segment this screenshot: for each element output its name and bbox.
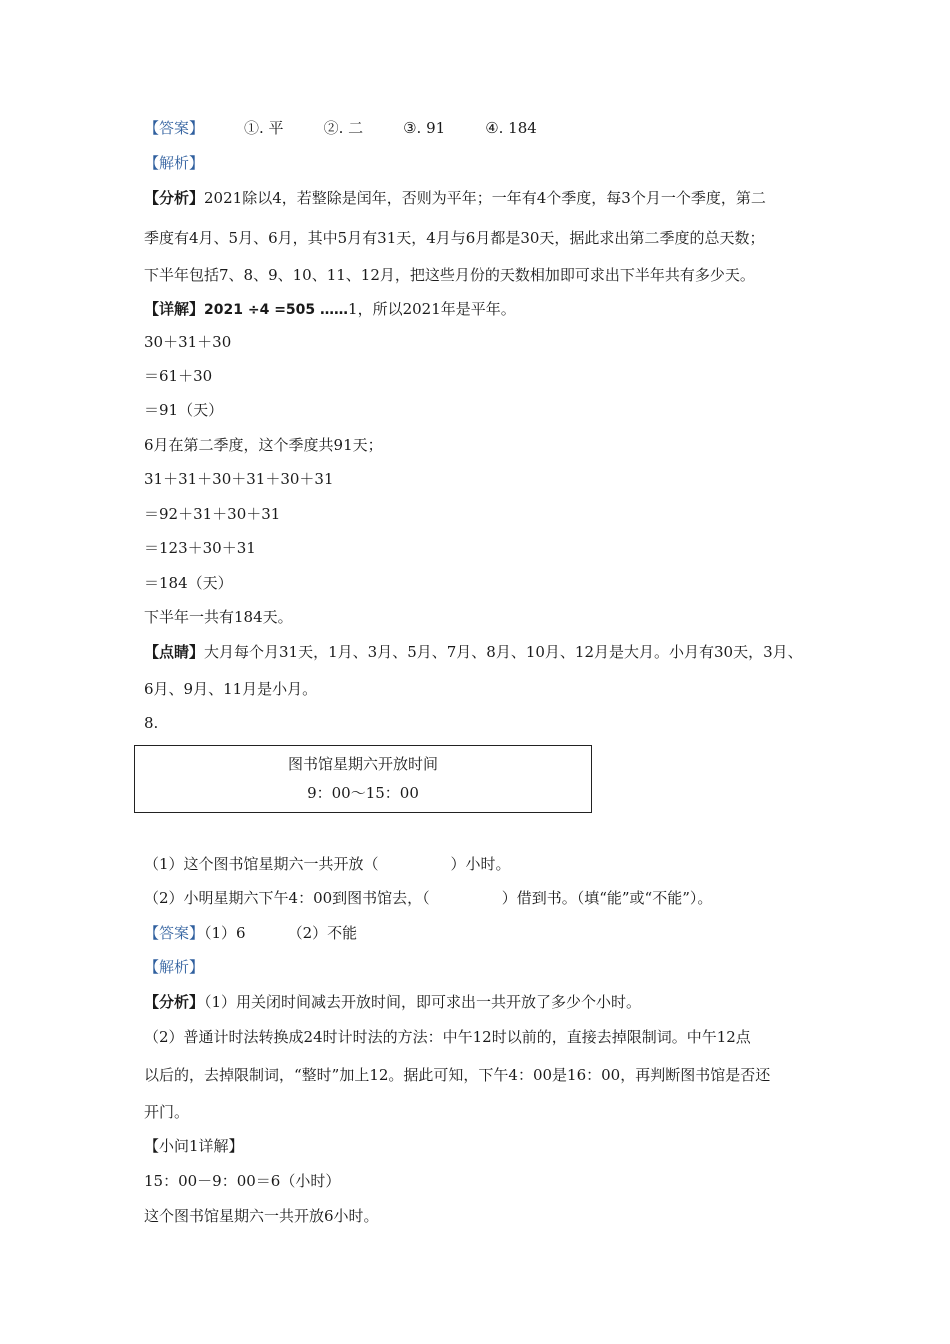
- q7-calc1-line-3: ＝91（天）: [144, 401, 224, 419]
- q8-analysis-label: 【分析】: [144, 993, 205, 1011]
- library-hours-title: 图书馆星期六开放时间: [287, 755, 438, 773]
- q7-calc1-line-1: 30＋31＋30: [144, 333, 232, 351]
- q8-sub1: [144, 854, 511, 874]
- q8-sub2-before: （2）小明星期六下午4：00到图书馆去，（: [144, 889, 430, 907]
- q8-calc: 15：00－9：00＝6（小时）: [144, 1172, 341, 1190]
- q8-analysis-line-2: （2）普通计时法转换成24时计时法的方法：中午12时以前的，直接去掉限制词。中午12点: [144, 1028, 751, 1046]
- q7-jiexi-label: 【解析】: [144, 154, 205, 172]
- q7-analysis-label: 【分析】: [144, 189, 205, 207]
- q7-answer-item-2: ②. 二: [323, 119, 364, 137]
- q8-sub2-after: ）借到书。（填“能”或“不能”）。: [501, 889, 713, 907]
- library-hours-box: [134, 745, 592, 813]
- q8-sub1-after: ）小时。: [450, 855, 511, 873]
- q8-number: 8.: [144, 714, 159, 732]
- q7-detail-rest: 1，所以2021年是平年。: [348, 300, 516, 318]
- q7-analysis-text-1: 2021除以4，若整除是闰年，否则为平年；一年有4个季度，每3个月一个季度，第二: [204, 189, 766, 207]
- q8-sub-detail-label: 【小问1详解】: [144, 1137, 244, 1155]
- q7-answer-item-3: ③. 91: [403, 119, 446, 137]
- q8-sub1-before: （1）这个图书馆星期六一共开放（: [144, 855, 379, 873]
- q8-answer-line: [144, 923, 357, 943]
- q8-answer-label: 【答案】: [144, 924, 205, 942]
- q7-dianjing-label: 【点睛】: [144, 643, 205, 661]
- q7-answer-item-4: ④. 184: [485, 119, 537, 137]
- q7-dianjing-line-1: [144, 642, 803, 662]
- q7-detail-line: [144, 299, 516, 319]
- q8-conclusion: 这个图书馆星期六一共开放6小时。: [144, 1207, 379, 1225]
- q8-analysis-line-4: 开门。: [144, 1103, 190, 1121]
- q8-analysis-line-1: [144, 992, 641, 1012]
- q7-answer-item-1: ①. 平: [244, 119, 284, 137]
- library-hours-time: 9：00～15：00: [307, 784, 419, 802]
- q7-conclusion-1: 6月在第二季度，这个季度共91天；: [144, 436, 383, 454]
- q8-answer-item-1: （1）6: [204, 924, 246, 942]
- q7-detail-equation: 2021 ÷4 =505 ……: [204, 302, 349, 318]
- q7-analysis-line-3: 下半年包括7、8、9、10、11、12月，把这些月份的天数相加即可求出下半年共有多少天。: [144, 266, 755, 284]
- q7-dianjing-line-2: 6月、9月、11月是小月。: [144, 680, 318, 698]
- q8-answer-item-2: （2）不能: [287, 924, 358, 942]
- q7-analysis-line-1: [144, 188, 766, 208]
- q7-detail-label: 【详解】: [144, 300, 205, 318]
- q7-analysis-line-2: 季度有4月、5月、6月，其中5月有31天，4月与6月都是30天，据此求出第二季度的总天数；: [144, 229, 765, 247]
- q7-dianjing-text-1: 大月每个月31天，1月、3月、5月、7月、8月、10月、12月是大月。小月有30天，3月、: [204, 643, 803, 661]
- q8-analysis-line-3: 以后的，去掉限制词，“整时”加上12。据此可知，下午4：00是16：00，再判断图书馆是否还: [144, 1066, 771, 1084]
- q7-calc2-line-3: ＝123＋30＋31: [144, 539, 256, 557]
- q7-calc2-line-2: ＝92＋31＋30＋31: [144, 505, 281, 523]
- q7-answer-label: 【答案】: [144, 119, 205, 137]
- q8-sub2: [144, 888, 712, 908]
- q7-calc2-line-4: ＝184（天）: [144, 574, 233, 592]
- q7-answer-line: [144, 118, 537, 138]
- q7-calc2-line-1: 31＋31＋30＋31＋30＋31: [144, 470, 334, 488]
- q8-analysis-text-1: （1）用关闭时间减去开放时间，即可求出一共开放了多少个小时。: [204, 993, 642, 1011]
- q8-jiexi-label: 【解析】: [144, 958, 205, 976]
- q7-conclusion-2: 下半年一共有184天。: [144, 608, 293, 626]
- q7-calc1-line-2: ＝61＋30: [144, 367, 213, 385]
